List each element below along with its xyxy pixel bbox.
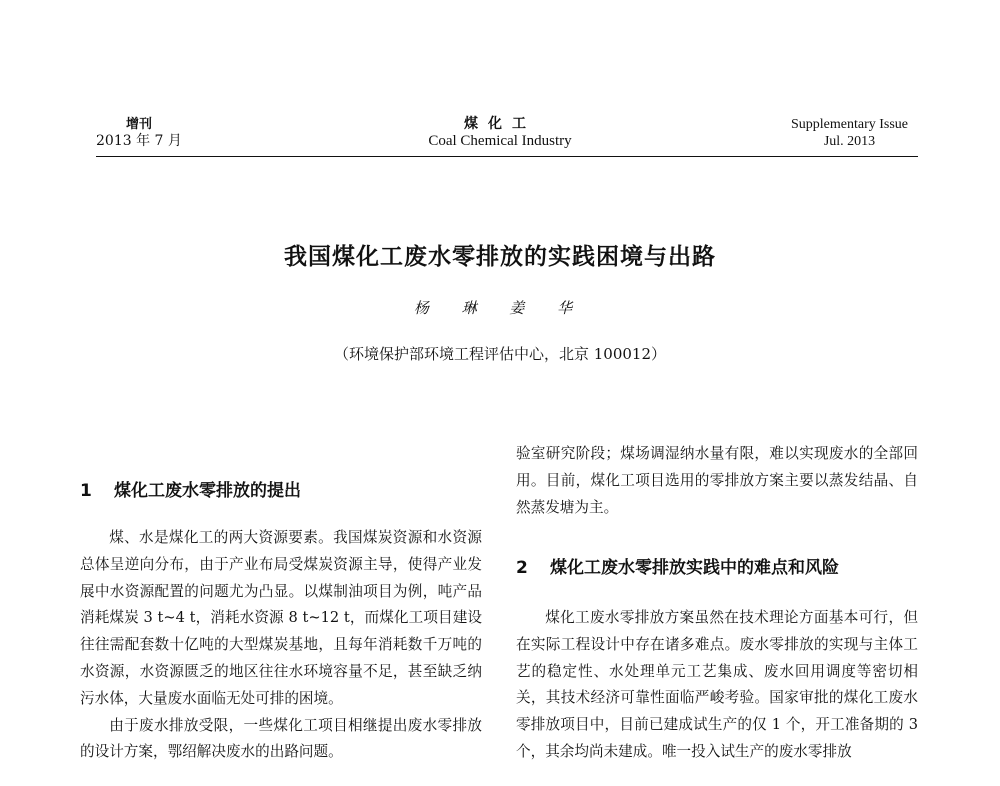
running-header-left [96, 116, 182, 150]
body-paragraph: 由于废水排放受限，一些煤化工项目相继提出废水零排放的设计方案，鄂绍解决废水的出路问题。 [80, 716, 482, 761]
header-issue-en: Supplementary Issue [790, 117, 908, 132]
header-rule [96, 156, 918, 157]
article-title: 我国煤化工废水零排放的实践困境与出路 [284, 244, 716, 270]
section-heading-2 [516, 553, 839, 578]
left-column [80, 525, 482, 766]
header-issue-label: 增刊 [126, 117, 153, 132]
running-header-right [791, 116, 908, 150]
article-affiliation: （环境保护部环境工程评估中心，北京 100012） [333, 345, 667, 363]
body-paragraph: 煤、水是煤化工的两大资源要素。我国煤炭资源和水资源总体呈逆向分布，由于产业布局受煤炭资源主导，使得产业发展中水资源配置的问题尤为凸显。以煤制油项目为例，吨产品消耗煤炭 3 t~4 t，消耗水资源 8 t~12 t，而煤化工项目建设往往需配套数十亿吨的大型煤炭基地，且每年消耗数千万吨的水资源，水资源匮乏的地区往往水环境容量不足，甚至缺乏纳污水体，大量废水面临无处可排的困境。 [80, 529, 482, 707]
body-paragraph: 煤化工废水零排放方案虽然在技术理论方面基本可行，但在实际工程设计中存在诸多难点。废水零排放的实现与主体工艺的稳定性、水处理单元工艺集成、废水回用调度等密切相关，其技术经济可靠性面临严峻考验。国家审批的煤化工废水零排放项目中，目前已建成试生产的仅 1 个，开工准备期的 3 个，其余均尚未建成。唯一投入试生产的废水零排放 [516, 609, 918, 760]
section-heading-1 [80, 476, 301, 501]
journal-name-cn: 煤化工 [464, 116, 536, 132]
body-paragraph: 验室研究阶段；煤场调湿纳水量有限，难以实现废水的全部回用。目前，煤化工项目选用的零排放方案主要以蒸发结晶、自然蒸发塘为主。 [516, 445, 918, 516]
section-title: 煤化工废水零排放实践中的难点和风险 [550, 558, 839, 578]
section-number: 2 [516, 558, 528, 578]
section-number: 1 [80, 481, 92, 501]
right-column-continued [516, 605, 918, 766]
running-header-center [300, 116, 700, 150]
journal-name-en: Coal Chemical Industry [428, 133, 572, 149]
right-column [516, 441, 918, 521]
header-date: 2013 年 7 月 [96, 133, 182, 149]
article-authors: 杨 琳 姜 华 [413, 299, 587, 317]
section-title: 煤化工废水零排放的提出 [114, 481, 301, 501]
header-date-en: Jul. 2013 [823, 134, 876, 149]
